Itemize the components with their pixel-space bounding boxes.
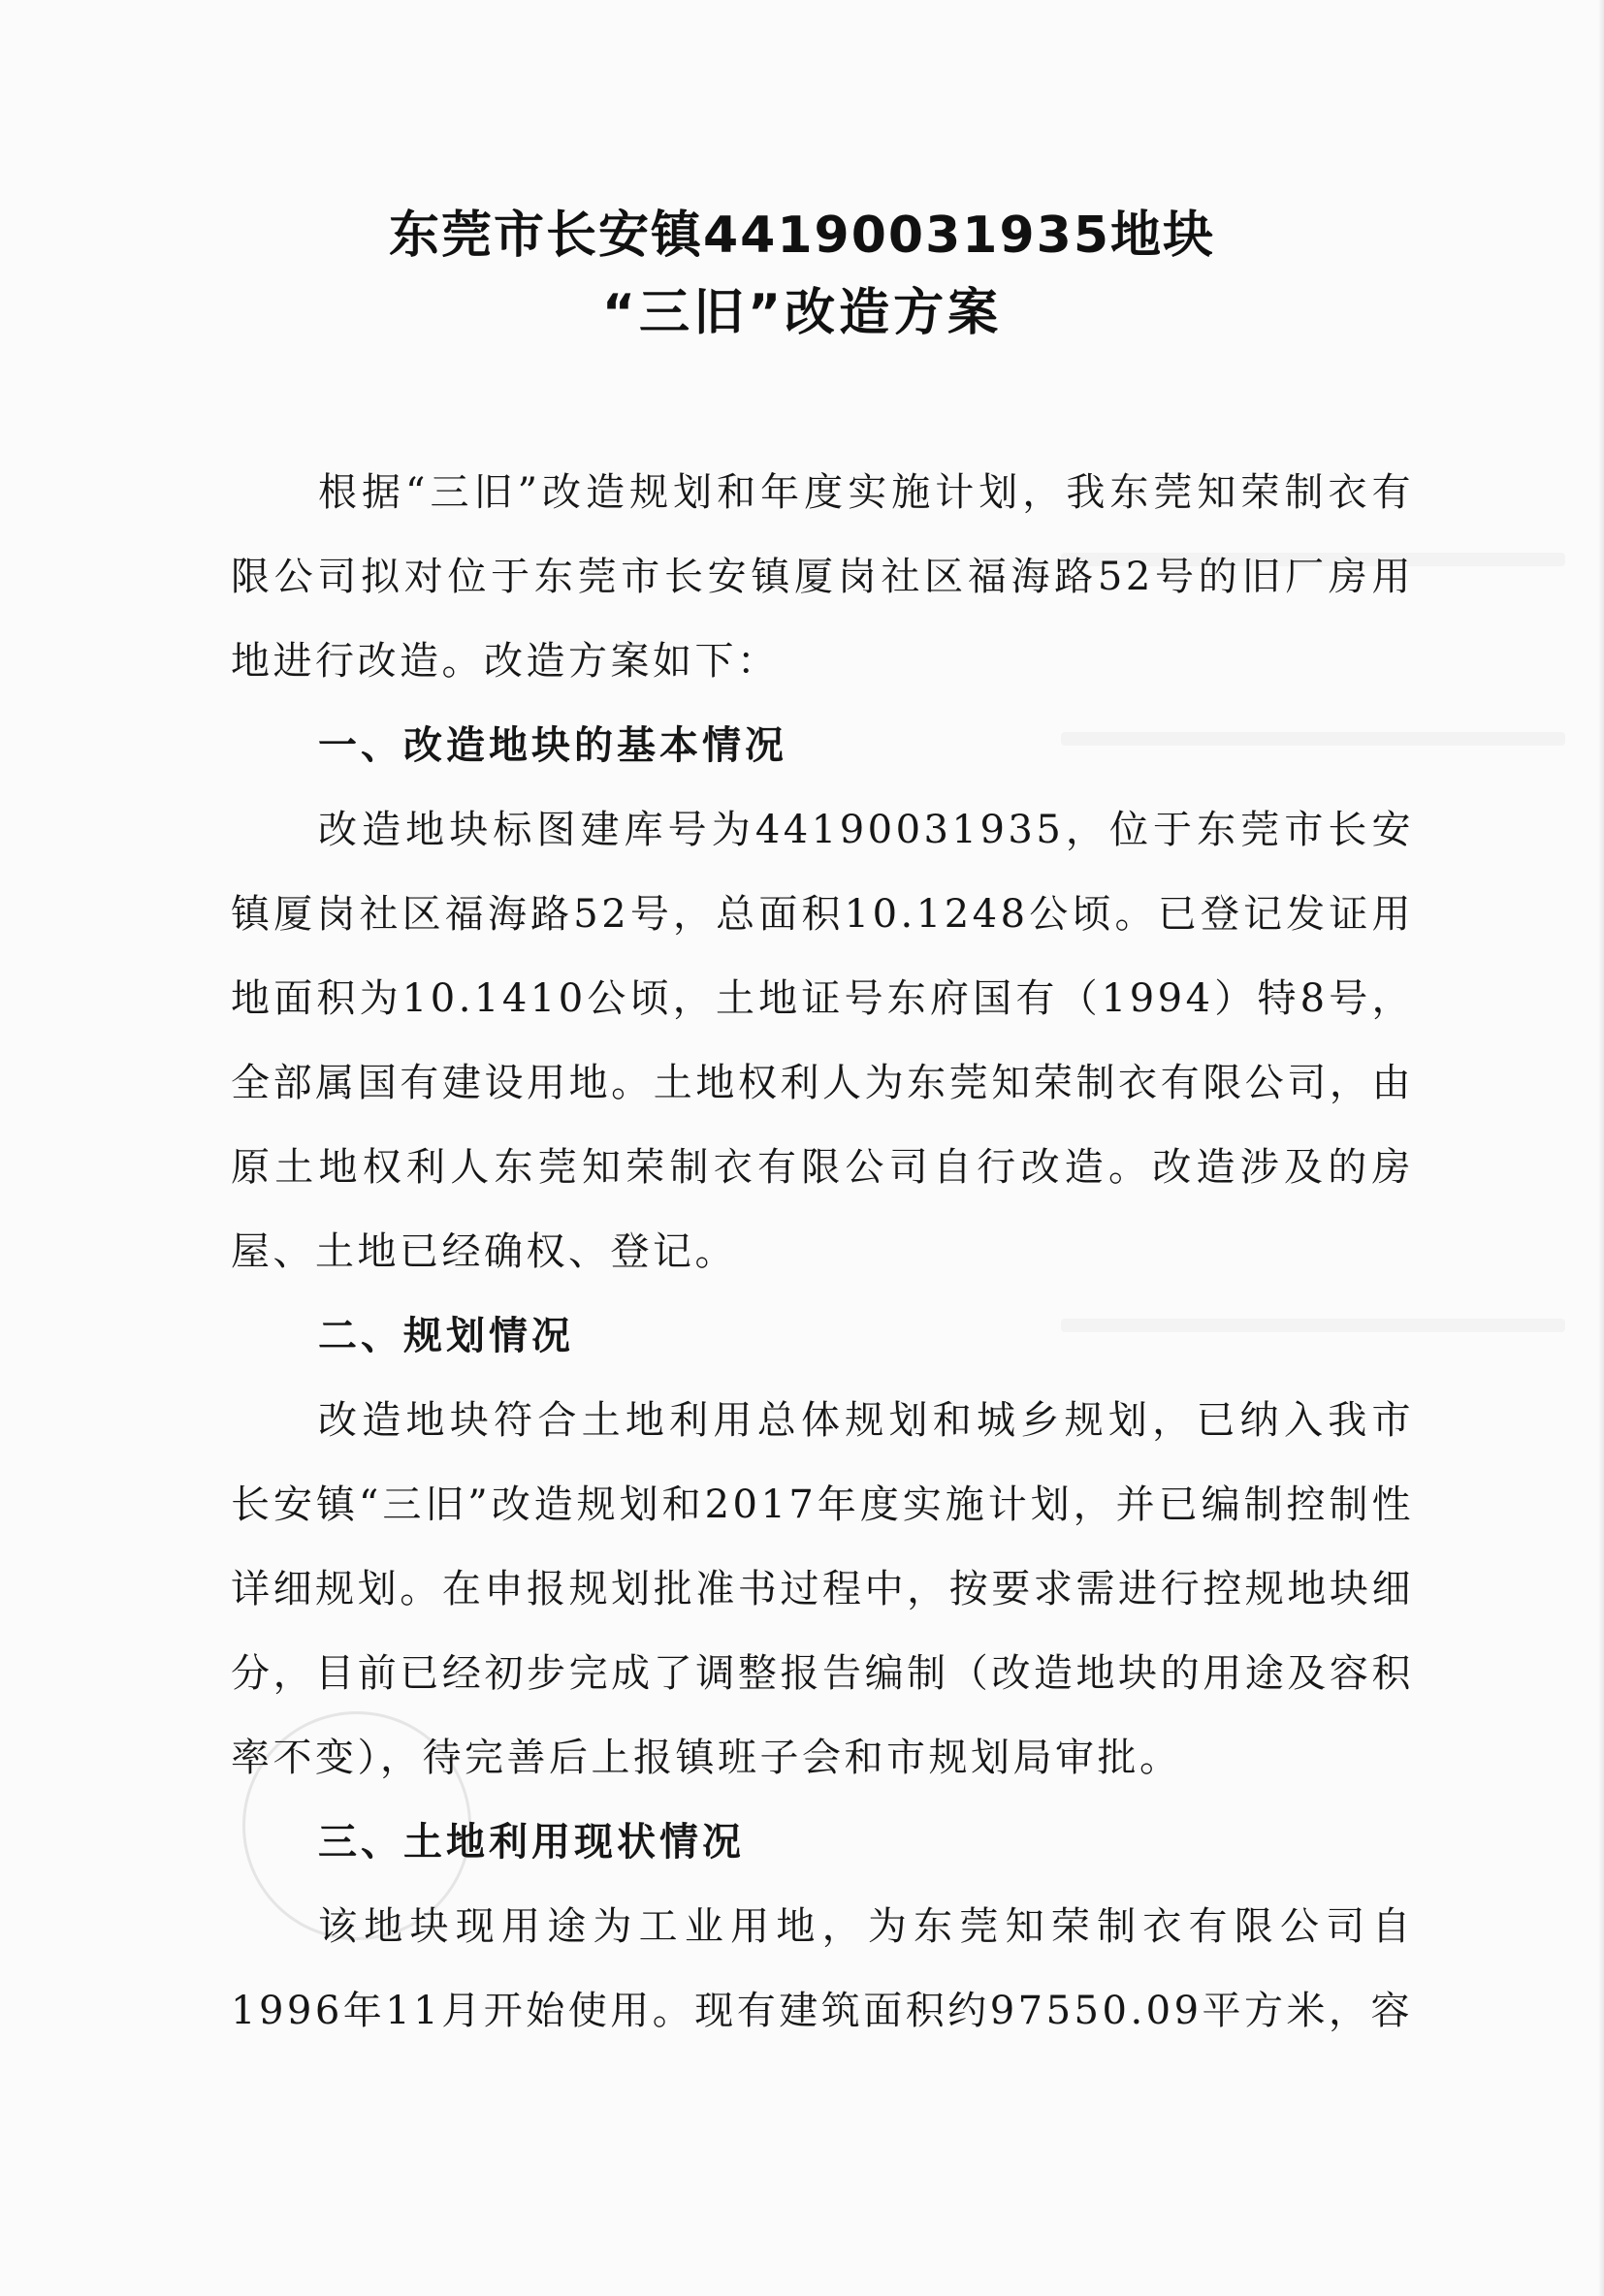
section-paragraph-2: 改造地块符合土地利用总体规划和城乡规划，已纳入我市长安镇“三旧”改造规划和2017年度实施计划，并已编制控制性详细规划。在申报规划批准书过程中，按要求需进行控规地块细分，目前已经初步完成了调整报告编制（改造地块的用途及容积率不变），待完善后上报镇班子会和市规划局审批。 (231, 1398, 1414, 1780)
section-paragraph-1: 改造地块标图建库号为44190031935，位于东莞市长安镇厦岗社区福海路52号，总面积10.1248公顷。已登记发证用地面积为10.1410公顷，土地证号东府国有（1994）特8号，全部属国有建设用地。土地权利人为东莞知荣制衣有限公司，由原土地权利人东莞知荣制衣有限公司自行改造。改造涉及的房屋、土地已经确权、登记。 (231, 808, 1414, 1274)
section-heading-1: 一、改造地块的基本情况 (318, 723, 787, 768)
intro-paragraph: 根据“三旧”改造规划和年度实施计划，我东莞知荣制衣有限公司拟对位于东莞市长安镇厦岗社区福海路52号的旧厂房用地进行改造。改造方案如下： (231, 470, 1414, 684)
document-title-line-1: 东莞市长安镇44190031935地块 (389, 207, 1215, 265)
document-title-line-2: “三旧”改造方案 (601, 284, 1003, 342)
section-heading-2: 二、规划情况 (318, 1314, 574, 1358)
scan-edge-shadow (1598, 0, 1604, 2296)
section-heading-3: 三、土地利用现状情况 (318, 1820, 745, 1865)
document-body (231, 451, 1414, 2054)
section-paragraph-3: 该地块现用途为工业用地，为东莞知荣制衣有限公司自1996年11月开始使用。现有建筑面积约97550.09平方米，容 (231, 1904, 1414, 2033)
